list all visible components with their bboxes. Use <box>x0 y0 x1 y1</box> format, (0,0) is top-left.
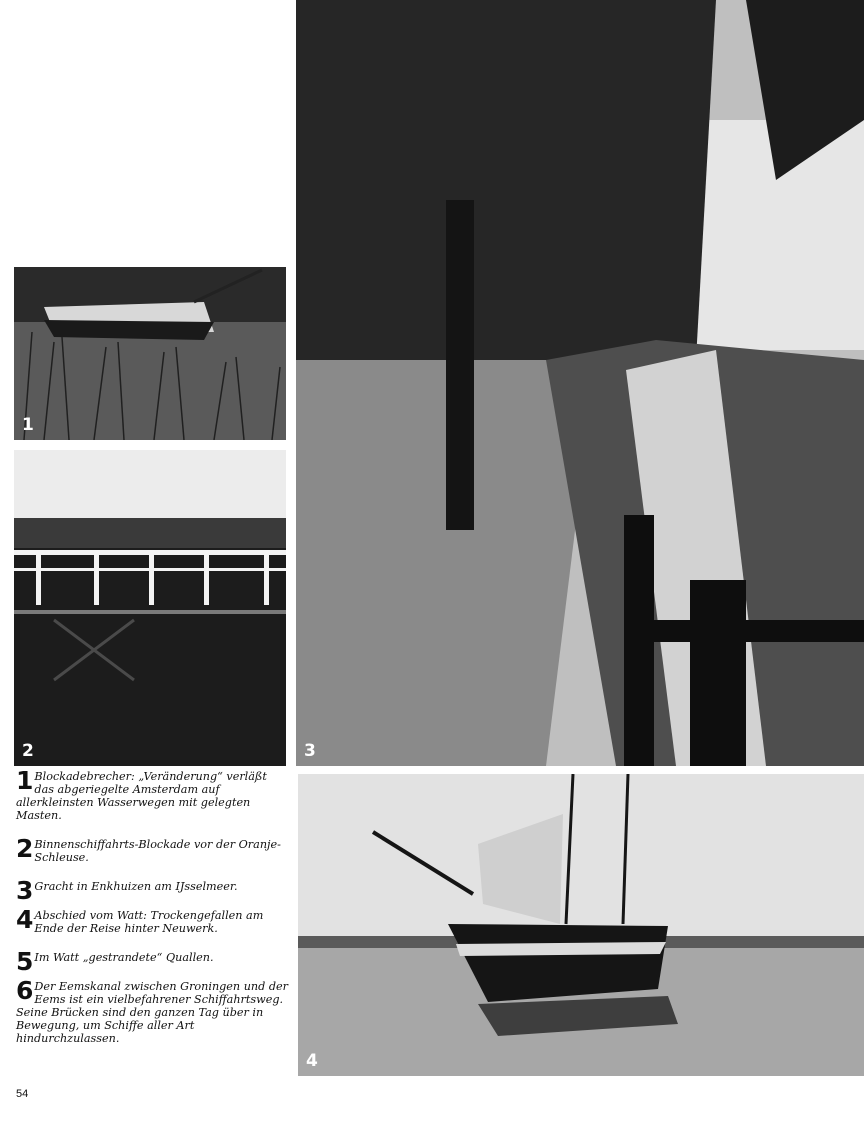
photo-4-ship <box>298 774 864 1076</box>
caption-number-4: 4 <box>16 905 34 934</box>
caption-text-4: Abschied vom Watt: Trockengefallen am Ende der Reise hinter Neuwerk. <box>34 909 264 935</box>
photo-2-lock <box>14 450 286 766</box>
caption-text-5: Im Watt „gestrandete“ Quallen. <box>34 951 214 964</box>
photo-number-1: 1 <box>22 415 34 435</box>
captions-block <box>16 766 288 1061</box>
caption-5 <box>16 947 288 976</box>
caption-number-5: 5 <box>16 947 34 976</box>
photo-number-4: 4 <box>306 1051 318 1071</box>
photo-number-3: 3 <box>304 741 316 761</box>
caption-number-6: 6 <box>16 976 34 1005</box>
photo-1-image <box>14 2 286 440</box>
caption-2 <box>16 834 288 864</box>
page-number: 54 <box>16 1088 29 1100</box>
photo-number-2: 2 <box>22 741 34 761</box>
photo-1-barge <box>14 2 286 440</box>
caption-3 <box>16 876 288 905</box>
caption-number-3: 3 <box>16 876 34 905</box>
photo-4-image <box>298 774 864 1076</box>
photo-2-image <box>14 450 286 766</box>
caption-number-1: 1 <box>16 766 34 795</box>
caption-number-2: 2 <box>16 834 34 863</box>
photo-3-image <box>296 0 864 766</box>
caption-6 <box>16 976 288 1045</box>
caption-1 <box>16 766 288 822</box>
caption-text-2: Binnenschiffahrts-Blockade vor der Oranje-Schleuse. <box>34 838 281 864</box>
caption-text-3: Gracht in Enkhuizen am IJsselmeer. <box>34 880 238 893</box>
caption-text-6: Der Eemskanal zwischen Groningen und der Eems ist ein vielbefahrener Schiffahrtsweg. Seine Brücken sind den ganzen Tag über in Bewegung, um Schiffe aller Art hindurchzulassen. <box>16 980 288 1045</box>
caption-text-1: Blockadebrecher: „Veränderung“ verläßt das abgeriegelte Amsterdam auf allerkleinsten Wasserwegen mit gelegten Masten. <box>16 770 267 822</box>
photo-3-canal <box>296 0 864 766</box>
caption-4 <box>16 905 288 935</box>
